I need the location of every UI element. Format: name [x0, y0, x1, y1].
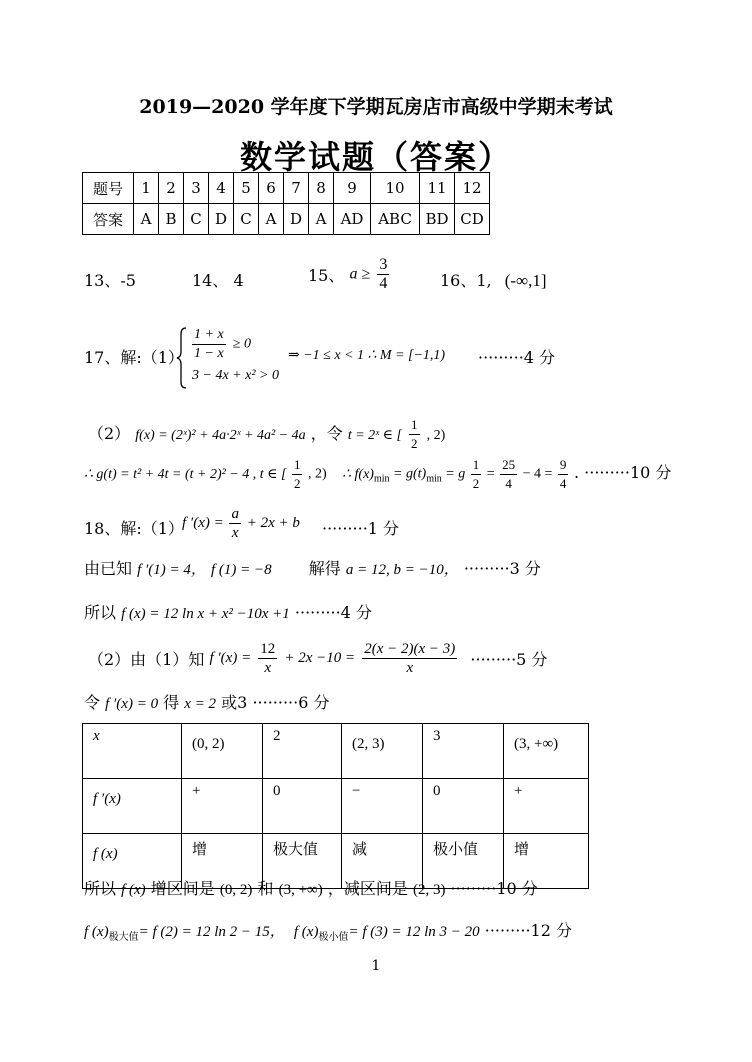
q18-inc-and: 和: [257, 879, 274, 898]
answer-13: 13、-5: [84, 271, 136, 290]
answer-cell: D: [209, 204, 234, 235]
q18-derivative: [182, 505, 300, 542]
q18-interval-line: [84, 876, 538, 899]
q17-fraction: $\frac{1 + x}{1 - x}$: [194, 327, 224, 361]
question-number: 2: [159, 173, 184, 204]
page-title: 数学试题（答案）: [239, 138, 512, 176]
q18-inc-text3: ，减区间是: [327, 879, 408, 898]
q17-part2-expr: f(x) = (2ˣ)² + 4a·2ˣ + 4a² − 4a: [135, 428, 306, 443]
q18-solve-text: 解得: [308, 559, 341, 578]
table-cell: 3: [423, 724, 504, 779]
q17-min-half: $\frac{1}{2}$: [472, 457, 480, 491]
q18-score-4: ·········4 分: [294, 603, 372, 622]
q17-score-10: . ·········10 分: [574, 463, 672, 482]
q18-min-fx: f (x): [293, 924, 319, 940]
q18-score-6: ·········6 分: [252, 693, 330, 712]
q17-g-domain-post: , 2): [307, 466, 327, 482]
question-number: 10: [371, 173, 420, 204]
table-cell: 0: [423, 779, 504, 834]
q17-g-domain-pre: , t ∈ [: [252, 467, 287, 482]
answer-cell: A: [309, 204, 334, 235]
q18-score-10: ·········10 分: [450, 879, 538, 898]
question-number: 5: [234, 173, 259, 204]
q18-part2-mid: + 2x −10 =: [284, 650, 356, 666]
table-cell: (3, +∞): [504, 724, 589, 779]
table-cell: +: [182, 779, 263, 834]
q17-score-4: ·········4 分: [478, 348, 556, 367]
table-cell: (0, 2): [182, 724, 263, 779]
q18-part2-frac2: $\frac{2(x - 2)(x - 3)}{x}$: [364, 641, 456, 676]
q18-part2-label: （2）由（1）知: [88, 650, 205, 669]
question-number: 1: [134, 173, 159, 204]
q18-max-fx: f (x): [84, 924, 109, 940]
q17-g-half: $\frac{1}{2}$: [293, 457, 301, 491]
answer-cell: C: [184, 204, 209, 235]
q17-part2-t-end: , 2): [426, 428, 446, 443]
question-number: 9: [334, 173, 371, 204]
answer-15-fraction: $\frac{3}{4}$: [379, 256, 388, 292]
question-number: 6: [259, 173, 284, 204]
table-cell: 0: [263, 779, 342, 834]
table-cell: 减: [342, 834, 423, 889]
q18-given-2: f (1) = −8: [211, 562, 272, 578]
q18-zero-expr: f ′(x) = 0: [105, 696, 159, 712]
answer-cell: D: [284, 204, 309, 235]
q17-part2-let: ，令: [310, 424, 343, 443]
q18-given-line: [84, 556, 541, 579]
q18-so-expr: f (x) = 12 ln x + x² −10x +1: [121, 606, 290, 622]
q18-min-sub: 极小值: [318, 932, 349, 944]
answer-cell: C: [234, 204, 259, 235]
page-number: 1: [371, 958, 381, 974]
q17-part2-label: （2）: [88, 424, 131, 443]
q17-system-row1: [190, 326, 251, 363]
row-header-number: 题号: [83, 173, 134, 204]
q18-so-text: 所以: [84, 603, 117, 622]
q18-score-1: ·········1 分: [322, 519, 400, 538]
answer-15-label: 15、: [308, 266, 345, 285]
q17-min-pre: ∴ f(x): [342, 467, 374, 482]
answer-15-expr: a ≥: [349, 265, 371, 283]
q17-system-row2: 3 − 4x + x² > 0: [192, 368, 279, 383]
answer-cell: B: [159, 204, 184, 235]
q18-min-value: = f (3) = 12 ln 3 − 20: [348, 924, 480, 940]
q17-half-fraction: $\frac{1}{2}$: [411, 417, 418, 451]
q18-deriv-pre: f ′(x) =: [182, 515, 224, 531]
answer-cell: AD: [334, 204, 371, 235]
answer-table: [82, 172, 490, 235]
q18-solve-values: a = 12, b = −10，: [345, 562, 459, 578]
answer-14: 14、 4: [192, 271, 244, 290]
table-cell: 极小值: [423, 834, 504, 889]
q17-g-line: ∴ g(t) = t² + 4t = (t + 2)² − 4 , t ∈ [ $\frac{1}{2}$ , 2) ∴ $f(x)_{min} = g(t)_{min} = g$ $\frac{1}{2}$ = $\frac{25}{4}$ − 4 = $\frac{9}{4}$: [84, 457, 567, 491]
q18-zero-text1: 令: [84, 693, 101, 712]
answer-16-value: 16、1,: [440, 271, 492, 290]
q17-part2: [88, 416, 445, 453]
q18-zero-value: x = 2: [184, 696, 217, 712]
q18-max-sub: 极大值: [108, 932, 139, 944]
q18-extrema-line: [84, 918, 572, 943]
answer-16: [440, 268, 547, 291]
q17-g-expr: ∴ g(t) = t² + 4t = (t + 2)² − 4: [84, 467, 250, 482]
answer-15: [308, 256, 391, 293]
answer-cell: CD: [455, 204, 490, 235]
table-cell: +: [504, 779, 589, 834]
answer-cell: BD: [420, 204, 455, 235]
question-number: 7: [284, 173, 309, 204]
system-brace-icon: [176, 326, 188, 390]
monotonicity-table: [82, 723, 589, 889]
q18-given-1: f ′(1) = 4，: [137, 562, 206, 578]
answer-table-answers-row: [83, 204, 490, 235]
q17-min-frac-25-4: $\frac{25}{4}$: [502, 457, 516, 491]
q18-zero-or: 或: [221, 693, 238, 712]
q18-inc-text2: 增区间是: [150, 879, 215, 898]
q17-ineq1-rel: ≥ 0: [232, 336, 251, 352]
q18-zero-three: 3: [237, 693, 248, 712]
q18-zero-text2: 得: [163, 693, 180, 712]
table-row: [83, 779, 589, 834]
q18-score-5: ·········5 分: [470, 650, 548, 669]
q18-so-line: [84, 600, 372, 623]
q17-min-m4: − 4 =: [522, 466, 553, 482]
q17-min-sub2: min: [426, 473, 442, 485]
question-number: 3: [184, 173, 209, 204]
question-number: 12: [455, 173, 490, 204]
q18-deriv-post: + 2x + b: [246, 515, 300, 531]
answer-cell: ABC: [371, 204, 420, 235]
q18-score-12: ·········12 分: [484, 921, 572, 940]
q18-score-3: ·········3 分: [463, 559, 541, 578]
table-cell: x: [83, 724, 182, 779]
q18-deriv-fraction: $\frac{a}{x}$: [231, 506, 239, 541]
q18-zero-line: [84, 690, 330, 713]
table-cell: 2: [263, 724, 342, 779]
q17-min-mid: = g(t): [389, 466, 427, 482]
q18-part2-frac1: $\frac{12}{x}$: [260, 641, 276, 676]
table-row: [83, 724, 589, 779]
table-cell: (2, 3): [342, 724, 423, 779]
q17-min-sub: min: [373, 473, 390, 485]
q18-inc-interval-2: (3, +∞): [278, 882, 323, 898]
table-cell: f ′(x): [83, 779, 182, 834]
q17-min-frac-9-4: $\frac{9}{4}$: [559, 457, 567, 491]
q18-part2-line: [88, 640, 547, 677]
answer-cell: A: [134, 204, 159, 235]
question-number: 11: [420, 173, 455, 204]
q18-max-value: = f (2) = 12 ln 2 − 15，: [138, 924, 285, 940]
q18-given-text: 由已知: [84, 559, 133, 578]
q18-label: 18、解:（1）: [84, 519, 184, 538]
q17-label: 17、解:（1）: [84, 348, 184, 367]
q18-part2-pre: f ′(x) =: [209, 650, 252, 666]
exam-title: 2019—2020 学年度下学期瓦房店市高级中学期末考试: [139, 96, 613, 118]
table-cell: 增: [182, 834, 263, 889]
table-cell: 极大值: [263, 834, 342, 889]
q17-min-eq: = g: [441, 466, 466, 482]
q17-result: ⇒ −1 ≤ x < 1 ∴ M = [−1,1): [288, 348, 446, 363]
table-cell: f (x): [83, 834, 182, 889]
answer-table-numbers-row: [83, 173, 490, 204]
table-cell: −: [342, 779, 423, 834]
table-cell: 增: [504, 834, 589, 889]
answer-cell: A: [259, 204, 284, 235]
q18-inc-text1: 所以: [84, 879, 117, 898]
q18-dec-interval: (2, 3): [412, 882, 446, 898]
row-header-answer: 答案: [83, 204, 134, 235]
q18-inc-fx: f (x): [121, 882, 146, 898]
q17-part2-t: t = 2ˣ ∈ [: [347, 428, 402, 443]
question-number: 4: [209, 173, 234, 204]
q18-inc-interval-1: (0, 2): [219, 882, 253, 898]
answer-16-interval: (-∞,1]: [504, 271, 547, 290]
question-number: 8: [309, 173, 334, 204]
